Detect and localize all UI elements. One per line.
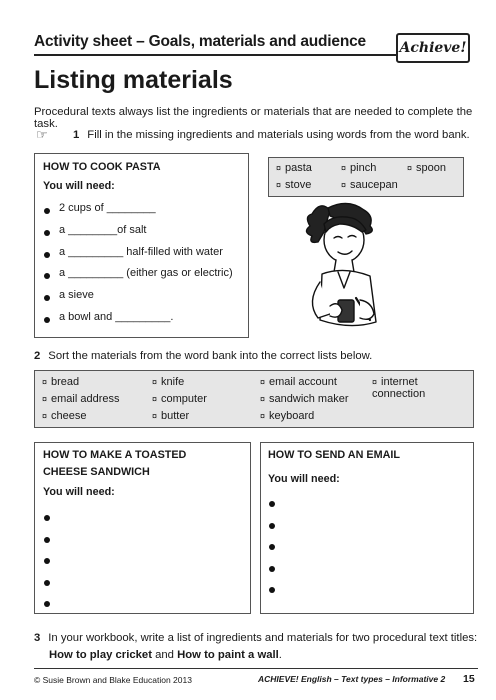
question-3-title-2: How to paint a wall — [177, 649, 279, 661]
question-3-text: In your workbook, write a list of ingredients and materials for two procedural text titles: — [48, 632, 478, 644]
question-3-period: . — [278, 649, 282, 661]
list-item — [268, 538, 468, 560]
page-number: 15 — [463, 673, 475, 685]
list-item — [43, 574, 243, 596]
word-bank-item: ¤ knife — [152, 376, 185, 388]
list-item — [268, 581, 468, 603]
question-2-text: Sort the materials from the word bank into the correct lists below. — [48, 350, 373, 362]
list-item: a _________ (either gas or electric) — [43, 267, 243, 289]
question-1 — [73, 129, 470, 141]
page-title: Listing materials — [34, 66, 233, 94]
email-box-subtitle: You will need: — [268, 473, 340, 485]
word-bank-item: ¤ stove — [276, 179, 312, 191]
list-item — [43, 595, 243, 617]
question-2 — [34, 350, 372, 362]
question-3-and: and — [155, 649, 174, 661]
question-3-number: 3 — [34, 632, 41, 644]
pasta-box — [34, 153, 249, 338]
list-item: 2 cups of ________ — [43, 202, 243, 224]
sandwich-list — [43, 509, 243, 617]
footer-copyright: © Susie Brown and Blake Education 2013 — [34, 675, 192, 685]
boy-illustration — [300, 202, 400, 342]
header-title: Activity sheet – Goals, materials and audience — [34, 33, 366, 50]
word-bank-item: ¤ email account — [260, 376, 337, 388]
footer-divider — [34, 668, 478, 669]
word-bank-2 — [34, 370, 474, 428]
pasta-box-subtitle: You will need: — [43, 180, 115, 192]
question-3-title-1: How to play cricket — [49, 649, 152, 661]
word-bank-item: ¤ bread — [42, 376, 80, 388]
word-bank-item: ¤ computer — [152, 393, 207, 405]
list-item — [43, 509, 243, 531]
word-bank-item: ¤ pinch — [341, 162, 377, 174]
word-bank-item: ¤ pasta — [276, 162, 312, 174]
sandwich-box-title-line-2: CHEESE SANDWICH — [43, 466, 150, 478]
question-2-number: 2 — [34, 350, 41, 362]
question-1-number: 1 — [73, 129, 80, 141]
word-bank-item: ¤ email address — [42, 393, 120, 405]
pasta-list — [43, 202, 243, 333]
header-divider — [34, 54, 398, 56]
word-bank-item: ¤ butter — [152, 410, 190, 422]
word-bank-item: ¤ internet connection — [372, 376, 426, 400]
word-bank-1 — [268, 157, 464, 197]
question-3 — [34, 630, 477, 664]
list-item: a ________of salt — [43, 224, 243, 246]
list-item — [268, 560, 468, 582]
word-bank-item: ¤ keyboard — [260, 410, 315, 422]
word-bank-item: ¤ sandwich maker — [260, 393, 349, 405]
email-box-title: HOW TO SEND AN EMAIL — [268, 449, 400, 461]
list-item: a sieve — [43, 289, 243, 311]
list-item — [43, 552, 243, 574]
pasta-box-title: HOW TO COOK PASTA — [43, 161, 161, 173]
achieve-logo: Achieve! — [396, 33, 470, 63]
word-bank-item: ¤ cheese — [42, 410, 87, 422]
list-item — [43, 531, 243, 553]
email-list — [268, 495, 468, 603]
word-bank-item: ¤ spoon — [407, 162, 446, 174]
word-bank-item: ¤ saucepan — [341, 179, 398, 191]
intro-text: Procedural texts always list the ingredients or materials that are needed to complete the task. — [34, 106, 473, 130]
sandwich-box-subtitle: You will need: — [43, 486, 115, 498]
footer-series: ACHIEVE! English – Text types – Informative 2 — [258, 674, 446, 684]
pointing-hand-icon: ☞ — [36, 127, 48, 142]
email-box — [260, 442, 474, 614]
sandwich-box — [34, 442, 251, 614]
sandwich-box-title-line-1: HOW TO MAKE A TOASTED — [43, 449, 187, 461]
list-item — [268, 517, 468, 539]
list-item — [268, 495, 468, 517]
list-item: a bowl and _________. — [43, 311, 243, 333]
list-item: a _________ half-filled with water — [43, 246, 243, 268]
question-1-text: Fill in the missing ingredients and materials using words from the word bank. — [87, 129, 470, 141]
